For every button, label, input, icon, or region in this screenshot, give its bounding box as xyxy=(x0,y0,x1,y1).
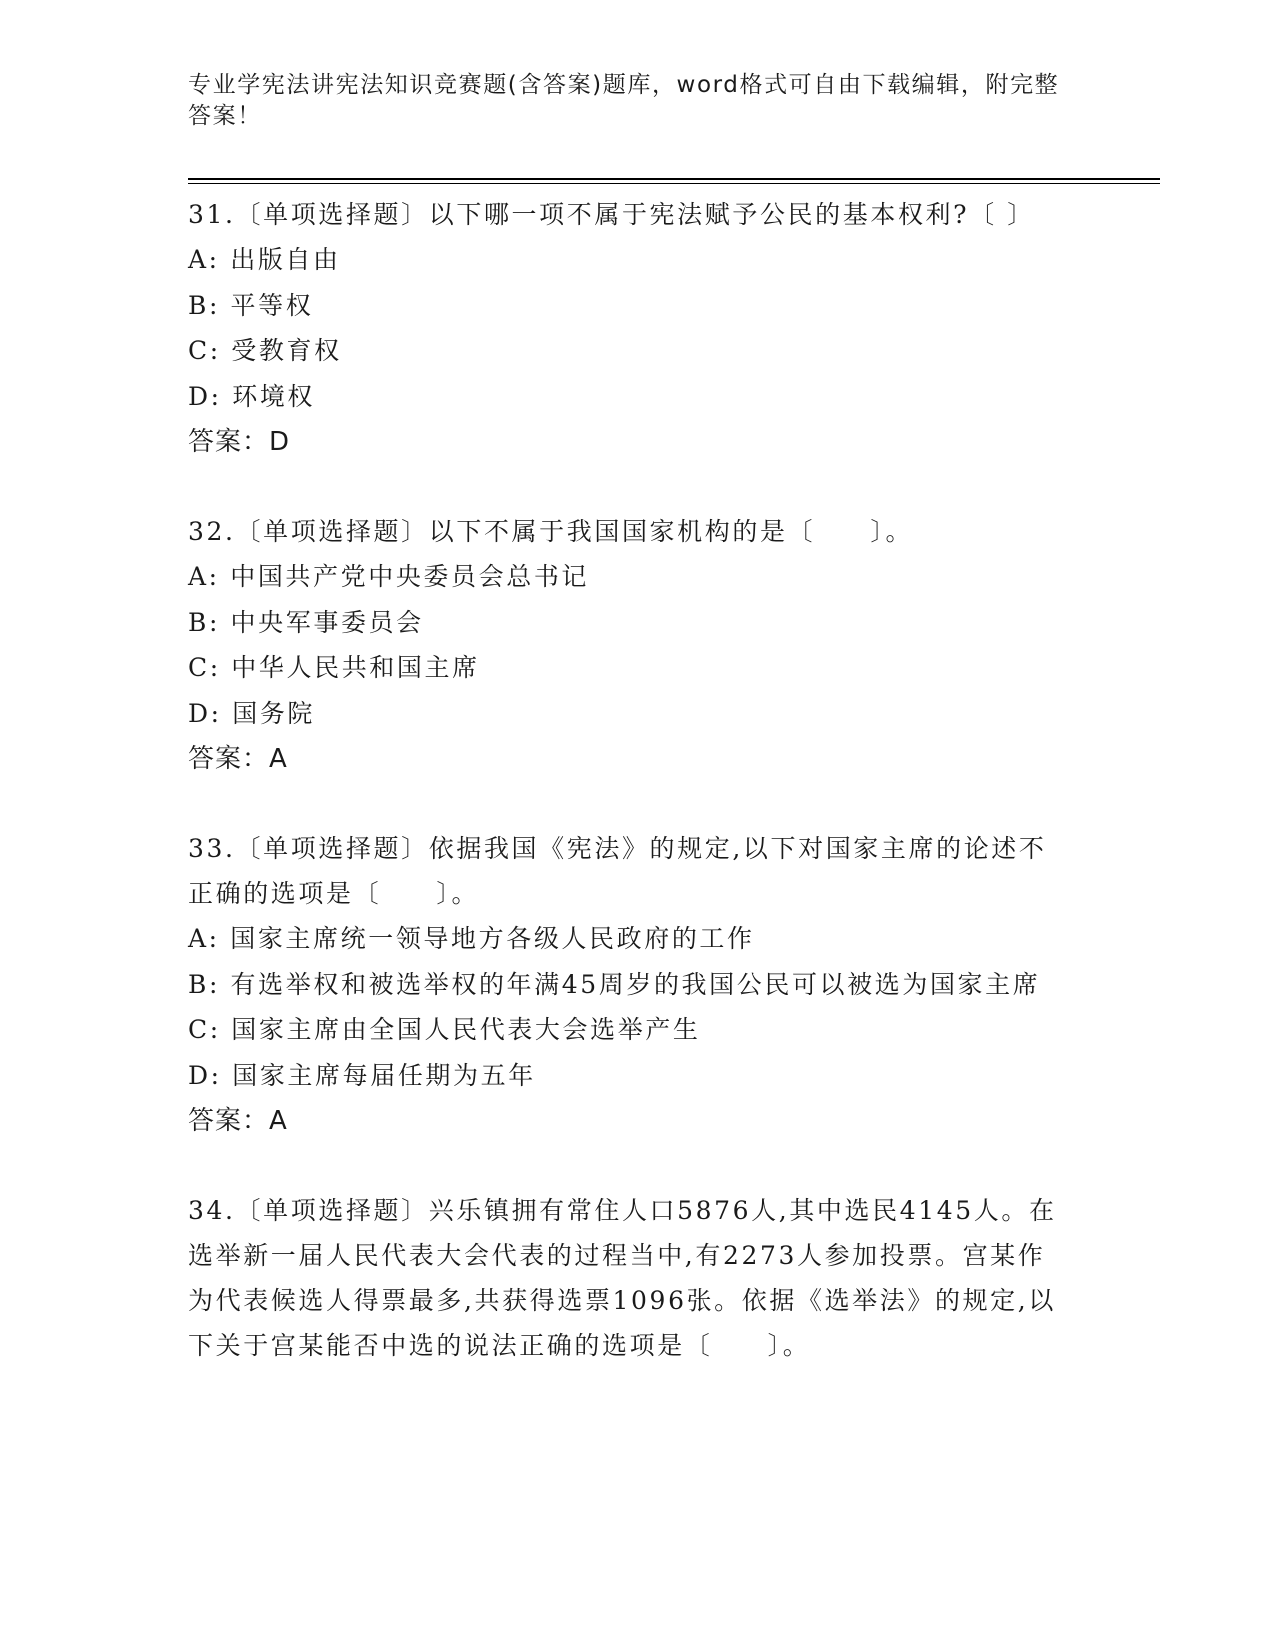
option-a: A: 中国共产党中央委员会总书记 xyxy=(188,562,590,591)
answer-value: A xyxy=(269,1106,288,1136)
answer-label: 答案： xyxy=(188,1106,270,1136)
document-header-intro: 专业学宪法讲宪法知识竞赛题(含答案)题库，word格式可自由下载编辑，附完整答案！ xyxy=(188,72,1060,129)
question-stem: 34.〔单项选择题〕兴乐镇拥有常住人口5876人,其中选民4145人。在选举新一届人民代表大会代表的过程当中,有2273人参加投票。宫某作为代表候选人得票最多,共获得选票1096张。依据《选举法》的规定,以下关于宫某能否中选的说法正确的选项是〔 〕。 xyxy=(188,1196,1057,1360)
question-34 xyxy=(188,1188,1068,1368)
option-d: D: 环境权 xyxy=(188,381,316,411)
option-c: C: 国家主席由全国人民代表大会选举产生 xyxy=(188,1015,701,1044)
option-d: D: 国家主席每届任期为五年 xyxy=(188,1060,536,1090)
question-31 xyxy=(188,192,1068,465)
question-33 xyxy=(188,826,1068,1144)
option-c: C: 中华人民共和国主席 xyxy=(188,653,480,682)
answer-line xyxy=(188,1098,1068,1144)
option-a: A: 国家主席统一领导地方各级人民政府的工作 xyxy=(188,924,755,953)
header-rule-thin xyxy=(188,183,1160,184)
question-32 xyxy=(188,509,1068,782)
answer-line xyxy=(188,736,1068,782)
question-stem: 33.〔单项选择题〕依据我国《宪法》的规定,以下对国家主席的论述不正确的选项是〔 〕。 xyxy=(188,834,1047,908)
answer-label: 答案： xyxy=(188,744,270,774)
option-b: B: 有选举权和被选举权的年满45周岁的我国公民可以被选为国家主席 xyxy=(188,969,1041,999)
answer-value: A xyxy=(269,744,288,774)
option-b: B: 平等权 xyxy=(188,290,314,320)
header-rule-thick xyxy=(188,178,1160,180)
option-c: C: 受教育权 xyxy=(188,336,342,365)
question-stem: 32.〔单项选择题〕以下不属于我国国家机构的是〔 〕。 xyxy=(188,517,914,546)
answer-value: D xyxy=(269,427,291,457)
answer-label: 答案： xyxy=(188,427,270,457)
option-b: B: 中央军事委员会 xyxy=(188,607,424,637)
answer-line xyxy=(188,419,1068,465)
question-stem: 31.〔单项选择题〕以下哪一项不属于宪法赋予公民的基本权利?〔 〕 xyxy=(188,200,1035,229)
option-a: A: 出版自由 xyxy=(188,245,341,274)
question-list xyxy=(188,192,1068,1412)
option-d: D: 国务院 xyxy=(188,698,316,728)
